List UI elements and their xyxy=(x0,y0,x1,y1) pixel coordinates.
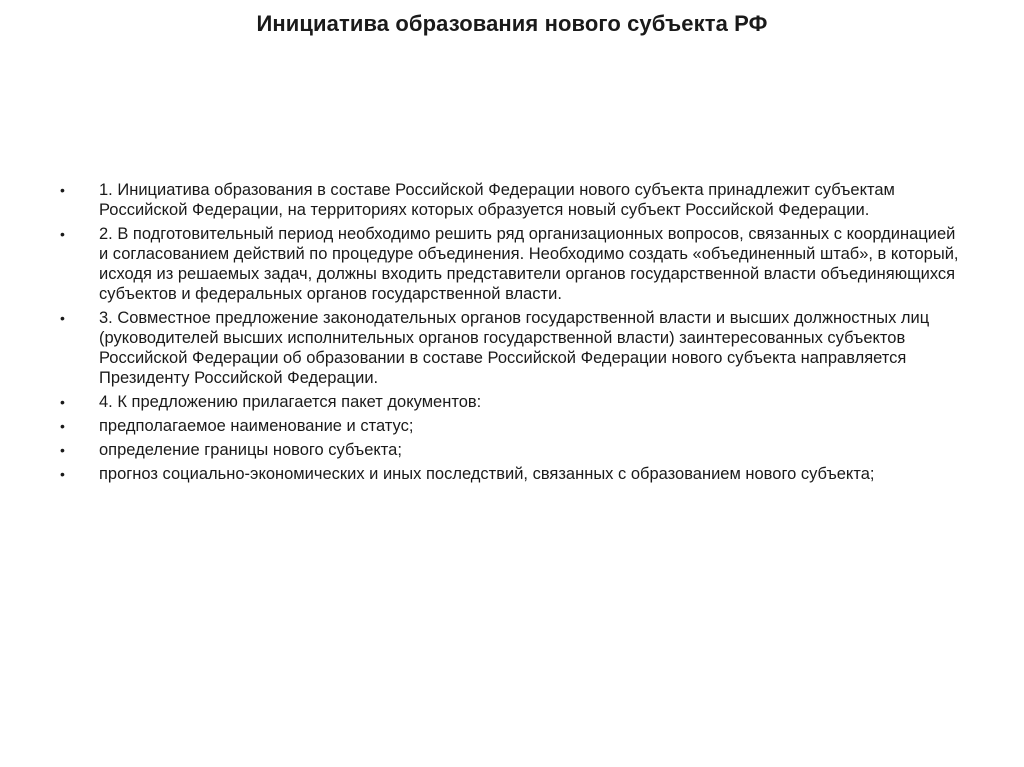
bullet-dot-icon: • xyxy=(60,466,65,482)
bullet-text: 2. В подготовительный период необходимо решить ряд организационных вопросов, связанных с координацией и согласованием действий по процедуре объединения. Необходимо создать «объединенный штаб», в который, исходя из решаемых задач, должны входить представители органов государственной власти объединяющихся субъектов и федеральных органов государственной власти. xyxy=(99,225,959,303)
bullet-text: 1. Инициатива образования в составе Российской Федерации нового субъекта принадлежит субъектам Российской Федерации, на территориях которых образуется новый субъект Российской Федерации. xyxy=(99,181,895,219)
bullet-list xyxy=(60,180,960,488)
bullet-text: 4. К предложению прилагается пакет документов: xyxy=(99,393,482,411)
bullet-dot-icon: • xyxy=(60,310,65,326)
bullet-text: предполагаемое наименование и статус; xyxy=(99,417,414,435)
bullet-dot-icon: • xyxy=(60,226,65,242)
bullet-item xyxy=(60,440,960,460)
bullet-dot-icon: • xyxy=(60,182,65,198)
bullet-text: определение границы нового субъекта; xyxy=(99,441,402,459)
bullet-item xyxy=(60,416,960,436)
bullet-dot-icon: • xyxy=(60,394,65,410)
bullet-item xyxy=(60,180,960,220)
bullet-dot-icon: • xyxy=(60,418,65,434)
bullet-item xyxy=(60,464,960,484)
bullet-dot-icon: • xyxy=(60,442,65,458)
slide-title: Инициатива образования нового субъекта РФ xyxy=(256,11,768,36)
bullet-item xyxy=(60,392,960,412)
bullet-item xyxy=(60,224,960,304)
bullet-text: 3. Совместное предложение законодательных органов государственной власти и высших должностных лиц (руководителей высших исполнительных органов государственной власти) заинтересованных субъектов Российской Федерации об образовании в составе Российской Федерации нового субъекта направляется Президенту Российской Федерации. xyxy=(99,309,930,387)
bullet-item xyxy=(60,308,960,388)
bullet-text: прогноз социально-экономических и иных последствий, связанных с образованием нового субъекта; xyxy=(99,465,875,483)
